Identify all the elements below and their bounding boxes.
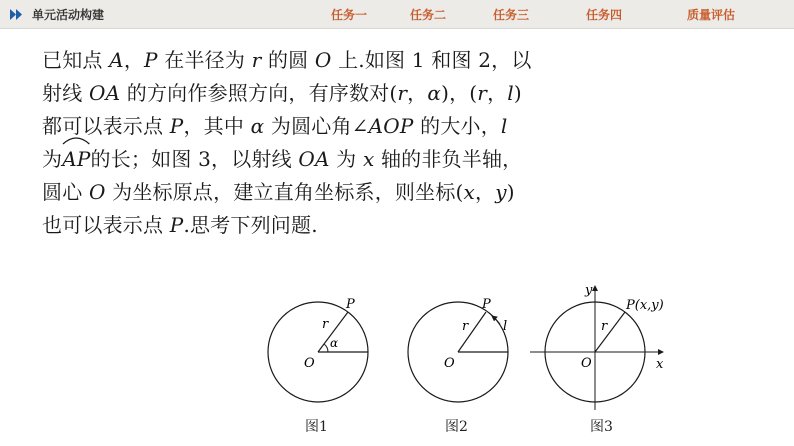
tab-quality-assessment[interactable]: 质量评估 — [687, 8, 736, 22]
label-l: l — [503, 319, 508, 334]
text-run: 已知点 — [42, 48, 110, 72]
section-title: 单元活动构建 — [32, 8, 105, 22]
math-var: P — [169, 114, 184, 138]
text-line-2 — [42, 77, 762, 110]
math-var: P — [169, 213, 184, 237]
text-run: 轴的非负半轴， — [374, 147, 523, 171]
math-var: α — [250, 114, 265, 138]
label-r: r — [601, 319, 608, 334]
double-arrow-icon — [10, 9, 23, 20]
text-run: ) — [506, 180, 515, 204]
tab-task-1[interactable]: 任务一 — [331, 8, 368, 22]
text-run: 的圆 — [261, 48, 315, 72]
label-o: O — [581, 356, 592, 371]
label-p-xy: P(x,y) — [626, 298, 664, 313]
text-line-1 — [42, 44, 762, 77]
text-run: 的方向作参照方向，有序数对( — [120, 81, 398, 105]
text-run: 的长；如图 3，以射线 — [90, 147, 299, 171]
angle-arc — [324, 344, 328, 352]
math-var: AOP — [368, 114, 414, 138]
label-alpha: α — [330, 336, 339, 350]
arc-symbol-icon — [62, 135, 90, 145]
arc-notation — [62, 143, 90, 176]
text-run: 为 — [329, 147, 363, 171]
figure-3-diagram — [525, 282, 675, 412]
text-run: 为 — [42, 147, 63, 171]
text-run: )，( — [441, 81, 478, 105]
figure-2-caption: 图2 — [445, 419, 468, 435]
text-run: 都可以表示点 — [42, 114, 170, 138]
text-run: 的大小， — [413, 114, 501, 138]
top-nav-bar — [0, 0, 794, 29]
figure-3-caption: 图3 — [590, 419, 613, 435]
text-line-5 — [42, 176, 762, 209]
text-run: ，其中 — [183, 114, 251, 138]
text-run: ， — [407, 81, 428, 105]
math-var: O — [314, 48, 332, 72]
text-run: 射线 — [42, 81, 89, 105]
problem-text — [42, 44, 762, 242]
label-o: O — [444, 356, 455, 371]
radius-op — [595, 312, 625, 352]
math-var: O — [88, 180, 106, 204]
math-var: OA — [298, 147, 330, 171]
tab-task-4[interactable]: 任务四 — [586, 8, 623, 22]
math-var: OA — [88, 81, 121, 105]
math-var: r — [477, 81, 488, 105]
text-run: ) — [513, 81, 522, 105]
text-run: .思考下列问题. — [183, 213, 318, 237]
text-run: 圆心 — [42, 180, 89, 204]
label-r: r — [462, 319, 469, 334]
text-line-4 — [42, 143, 762, 176]
figure-1-diagram — [260, 292, 380, 412]
label-x: x — [656, 357, 664, 372]
math-var: x — [463, 180, 476, 204]
text-run: ， — [123, 48, 145, 72]
math-var: A — [109, 48, 124, 72]
text-line-3 — [42, 110, 762, 143]
math-var: l — [507, 81, 514, 105]
label-y: y — [585, 283, 593, 298]
text-run: 也可以表示点 — [42, 213, 170, 237]
figure-2-diagram — [400, 292, 520, 412]
math-var: α — [427, 81, 442, 105]
text-run: ， — [487, 81, 508, 105]
label-p: P — [482, 297, 491, 312]
figure-1-caption: 图1 — [305, 419, 328, 435]
label-o: O — [304, 356, 315, 371]
math-var: x — [362, 147, 375, 171]
text-run: ， — [475, 180, 496, 204]
math-var: l — [500, 114, 508, 138]
math-var: y — [495, 180, 507, 204]
tab-task-3[interactable]: 任务三 — [493, 8, 530, 22]
math-var: r — [397, 81, 408, 105]
math-var: AP — [62, 147, 91, 171]
arc-direction-arrow — [492, 316, 500, 324]
math-var: P — [144, 48, 158, 72]
text-line-6 — [42, 209, 762, 242]
math-var: r — [251, 48, 262, 72]
text-run: 为圆心角∠ — [264, 114, 369, 138]
text-run: 为坐标原点，建立直角坐标系，则坐标( — [105, 180, 464, 204]
text-run: 上.如图 1 和图 2，以 — [331, 48, 532, 72]
tab-task-2[interactable]: 任务二 — [410, 8, 447, 22]
label-r: r — [322, 317, 329, 332]
label-p: P — [346, 297, 355, 312]
text-run: 在半径为 — [157, 48, 252, 72]
